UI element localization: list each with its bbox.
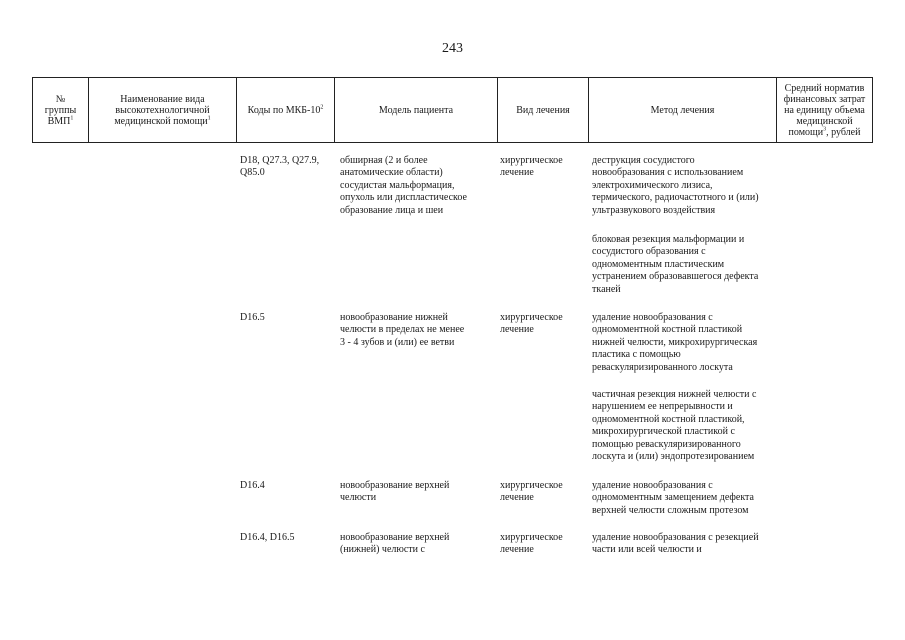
table-row-model: новообразование верхней челюсти [340, 480, 450, 504]
table-row-codes: D16.5 [240, 312, 265, 323]
header-treatment-type: Вид лечения [516, 104, 570, 116]
header-average-cost: Средний норматив финансовых затрат на единицу объема медицинской помощи$^3$, рублей [783, 82, 866, 138]
table-row-treatment: хирургическое лечение [500, 532, 563, 556]
table-row-treatment: хирургическое лечение [500, 312, 563, 336]
table-row-treatment: хирургическое лечение [500, 480, 563, 504]
table-row-model: новообразование верхней (нижней) челюсти с [340, 532, 450, 556]
table-row-treatment: хирургическое лечение [500, 155, 563, 179]
table-row-method: удаление новообразования с резекцией части или всей челюсти и [592, 532, 759, 556]
table-row-model: новообразование нижней челюсти в пределах не менее 3 - 4 зубов и (или) ее ветви [340, 312, 465, 348]
header-icd-codes: Коды по МКБ-$10^2$ [247, 104, 324, 116]
header-treatment-method: Метод лечения [650, 104, 715, 116]
table-row-method: деструкция сосудистого новообразования с использованием электрохимического лизиса, термического, радиочастотного и (или) ультразвукового воздействия [592, 155, 759, 216]
header-divider [872, 77, 873, 143]
header-care-type: Наименование вида высокотехнологичной медицинской помощи$^1$ [114, 93, 211, 127]
table-row-method: частичная резекция нижней челюсти с нарушением ее непрерывности и одномоментной костной пластикой, микрохирургической пластикой с помощью реваскуляризированного лоскута и (или) эндопротезированием [592, 389, 757, 463]
table-row-model: обширная (2 и более анатомические области) сосудистая мальформация, опухоль или диспластическое образование лица и шеи [340, 155, 467, 216]
header-patient-model: Модель пациента [378, 104, 454, 116]
table-row-codes: D16.4 [240, 480, 265, 491]
table-row-codes: D18, Q27.3, Q27.9, Q85.0 [240, 155, 320, 179]
table-row-method: удаление новообразования с одномоментным замещением дефекта верхней челюсти сложным протезом [592, 480, 754, 516]
header-bottom-border [32, 142, 873, 143]
table-row-method: блоковая резекция мальформации и сосудистого образования с одномоментным пластическим устранением образовавшегося дефекта тканей [592, 234, 759, 295]
page-number: 243 [442, 41, 463, 56]
table-row-method: удаление новообразования с одномоментной костной пластикой нижней челюсти, микрохирургическая пластика с помощью реваскуляризированного лоскута [592, 312, 758, 373]
table-row-codes: D16.4, D16.5 [240, 532, 295, 543]
header-group-number: № группы ВМП$^1$ [44, 93, 77, 127]
